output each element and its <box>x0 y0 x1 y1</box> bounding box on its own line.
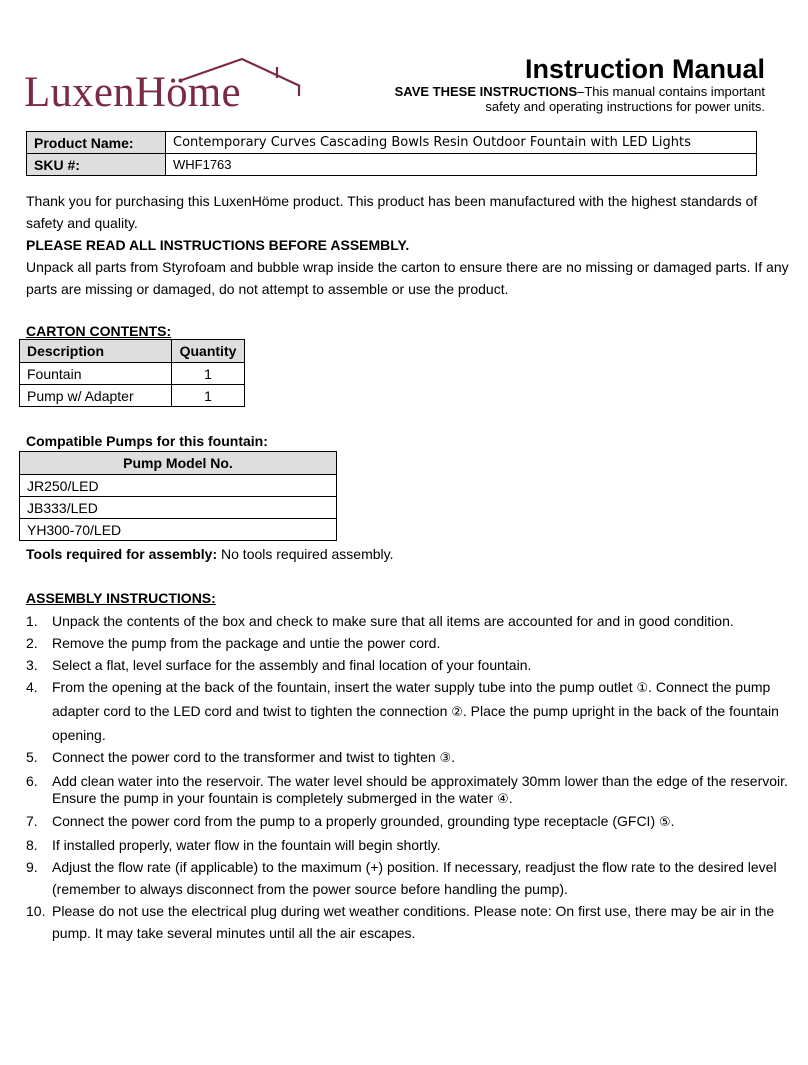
intro-unpack: Unpack all parts from Styrofoam and bubble wrap inside the carton to ensure there are no missing or damaged parts. If any parts are missing or damaged, do not attempt to assemble or use the product. <box>26 259 789 297</box>
step-text: . Connect the pump adapter cord to the LED cord and twist to tighten the connection <box>52 679 771 719</box>
page-title: Instruction Manual <box>524 54 765 84</box>
step-text: . <box>670 813 675 829</box>
step-text: Adjust the flow rate (if applicable) to the maximum (+) position. If necessary, readjust the flow rate to the desired level (remember to always disconnect from the power source before handling the pump). <box>52 859 777 897</box>
list-item <box>26 770 796 810</box>
step-text: . <box>508 790 513 806</box>
save-instructions-line2: safety and operating instructions for power units. <box>485 99 765 114</box>
assembly-heading: ASSEMBLY INSTRUCTIONS: <box>26 590 216 606</box>
step-text: Please do not use the electrical plug during wet weather conditions. Please note: On first use, there may be air in the pump. It may take several minutes until all the air escapes. <box>52 903 775 941</box>
save-instructions-bold: SAVE THESE INSTRUCTIONS <box>394 84 578 99</box>
pump-header-row <box>20 452 337 475</box>
step-number: 5. <box>26 749 38 765</box>
step-text: If installed properly, water flow in the fountain will begin shortly. <box>52 837 441 853</box>
tools-required <box>26 543 794 565</box>
item-description: Pump w/ Adapter <box>20 385 172 407</box>
sku-value: WHF1763 <box>166 154 757 176</box>
table-row <box>20 497 337 519</box>
assembly-steps <box>26 610 796 944</box>
pump-model: JB333/LED <box>20 497 337 519</box>
sku-row <box>27 154 757 176</box>
save-instructions-note <box>345 84 765 114</box>
pump-model: JR250/LED <box>20 475 337 497</box>
carton-header-row <box>20 340 245 363</box>
step-number: 1. <box>26 613 38 629</box>
circled-number-3: ③ <box>439 751 452 766</box>
circled-number-2: ② <box>451 705 463 720</box>
step-text: Connect the power cord from the pump to a properly grounded, grounding type receptacle (GFCI) <box>52 813 659 829</box>
item-quantity: 1 <box>172 363 245 385</box>
col-description: Description <box>20 340 172 363</box>
list-item <box>26 746 796 770</box>
table-row <box>20 363 245 385</box>
list-item <box>26 654 796 676</box>
list-item <box>26 834 796 856</box>
product-name-value: Contemporary Curves Cascading Bowls Resin Outdoor Fountain with LED Lights <box>166 132 757 154</box>
list-item <box>26 632 796 654</box>
intro-thanks: Thank you for purchasing this LuxenHöme product. This product has been manufactured with the highest standards of safety and quality. <box>26 193 758 231</box>
product-name-label: Product Name: <box>27 132 166 154</box>
step-text: . <box>451 749 456 765</box>
list-item <box>26 676 796 746</box>
tools-label: Tools required for assembly: <box>26 546 218 562</box>
list-item <box>26 610 796 632</box>
step-text: Select a flat, level surface for the assembly and final location of your fountain. <box>52 657 532 673</box>
step-text: Connect the power cord to the transformer and twist to tighten <box>52 749 440 765</box>
list-item <box>26 810 796 834</box>
logo-text: LuxenHöme <box>24 69 241 116</box>
item-quantity: 1 <box>172 385 245 407</box>
step-number: 2. <box>26 635 38 651</box>
tools-value: No tools required assembly. <box>217 546 394 562</box>
carton-contents-heading: CARTON CONTENTS: <box>26 323 172 339</box>
compatible-pumps-heading: Compatible Pumps for this fountain: <box>26 433 268 449</box>
step-number: 3. <box>26 657 38 673</box>
step-number: 7. <box>26 813 38 829</box>
product-info-table <box>26 131 757 176</box>
sku-label: SKU #: <box>27 154 166 176</box>
step-text: From the opening at the back of the fountain, insert the water supply tube into the pump outlet <box>52 679 637 695</box>
table-row <box>20 519 337 541</box>
read-all-notice: PLEASE READ ALL INSTRUCTIONS BEFORE ASSEMBLY. <box>26 237 410 253</box>
list-item <box>26 856 796 900</box>
pump-model: YH300-70/LED <box>20 519 337 541</box>
col-quantity: Quantity <box>172 340 245 363</box>
product-name-row <box>27 132 757 154</box>
carton-contents-table <box>19 339 245 407</box>
step-number: 8. <box>26 837 38 853</box>
list-item <box>26 900 796 944</box>
step-text: Remove the pump from the package and untie the power cord. <box>52 635 441 651</box>
brand-logo <box>24 56 284 116</box>
circled-number-1: ① <box>636 681 649 696</box>
step-number: 6. <box>26 773 38 789</box>
circled-number-4: ④ <box>497 792 509 807</box>
table-row <box>20 385 245 407</box>
col-pump-model: Pump Model No. <box>20 452 337 475</box>
compatible-pumps-table <box>19 451 337 541</box>
step-number: 4. <box>26 679 38 695</box>
step-number: 9. <box>26 859 38 875</box>
step-text: . Place the pump upright in the back of the fountain opening. <box>52 703 779 743</box>
save-instructions-rest: –This manual contains important <box>577 84 765 99</box>
step-text: Unpack the contents of the box and check to make sure that all items are accounted for and in good condition. <box>52 613 734 629</box>
step-number: 10. <box>26 903 46 919</box>
circled-number-5: ⑤ <box>659 815 671 830</box>
step-text: Add clean water into the reservoir. The water level should be approximately 30mm lower than the edge of the reservoir. Ensure the pump in your fountain is completely submerged in the water <box>52 773 788 806</box>
table-row <box>20 475 337 497</box>
item-description: Fountain <box>20 363 172 385</box>
